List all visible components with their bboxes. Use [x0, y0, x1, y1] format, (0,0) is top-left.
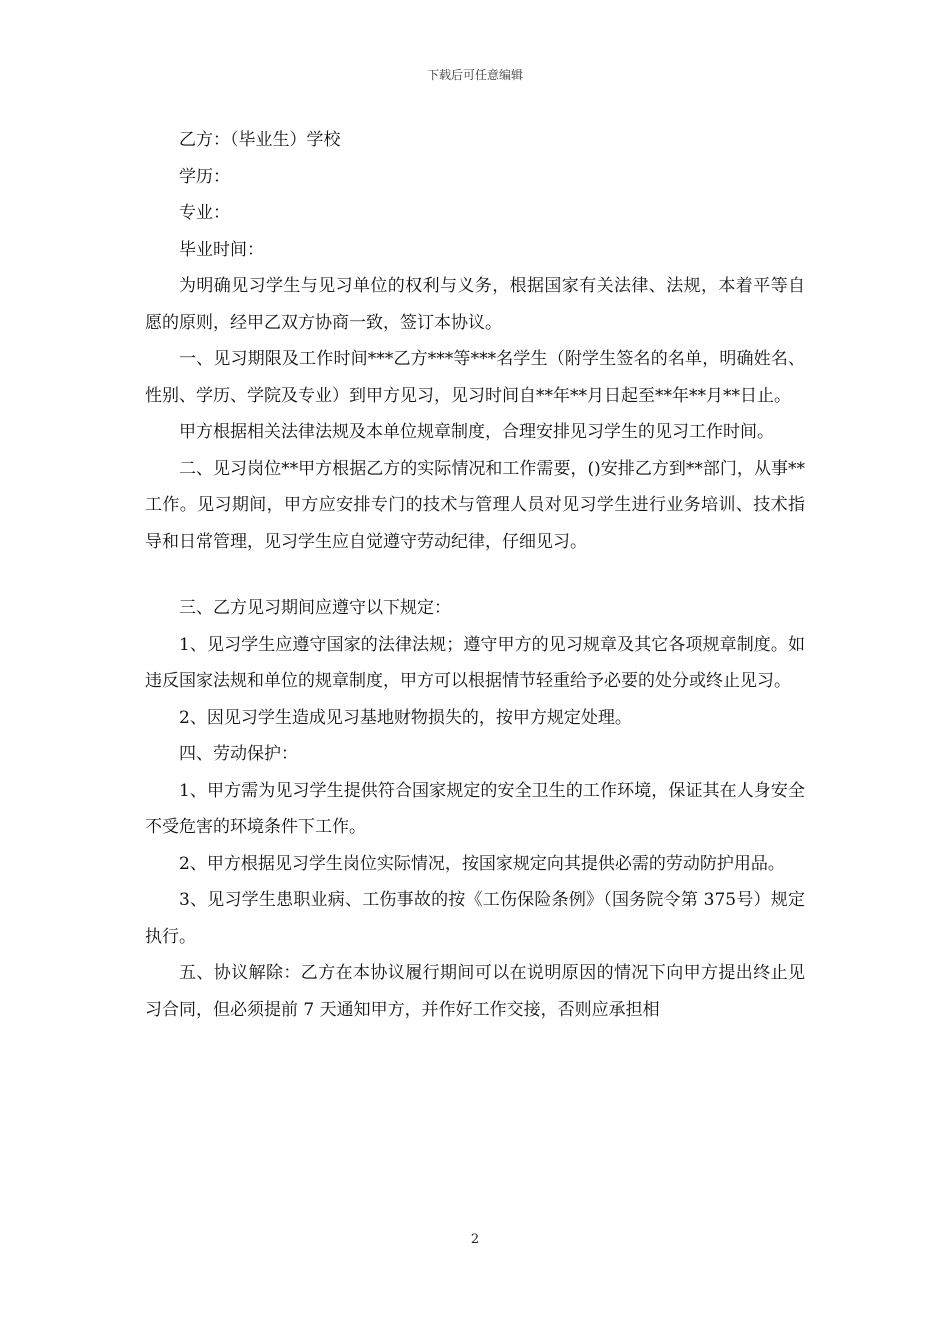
rule-2-paragraph: 2、因见习学生造成见习基地财物损失的，按甲方规定处理。	[179, 707, 632, 728]
party-b-line: 乙方：（毕业生）学校	[179, 130, 341, 150]
page-number: 2	[470, 1232, 480, 1247]
major-line: 专业：	[179, 203, 230, 223]
section-5-paragraph: 五、协议解除：乙方在本协议履行期间可以在说明原因的情况下向甲方提出终止见习合同，但必须提前 7 天通知甲方，并作好工作交接，否则应承担相	[145, 963, 805, 1020]
protection-1-paragraph: 1、甲方需为见习学生提供符合国家规定的安全卫生的工作环境，保证其在人身安全不受危害的环境条件下工作。	[145, 780, 805, 837]
protection-2-paragraph: 2、甲方根据见习学生岗位实际情况，按国家规定向其提供必需的劳动防护用品。	[179, 853, 785, 874]
section-3-heading: 三、乙方见习期间应遵守以下规定：	[179, 598, 451, 618]
work-time-paragraph: 甲方根据相关法律法规及本单位规章制度，合理安排见习学生的见习工作时间。	[179, 422, 774, 442]
rule-1-paragraph: 1、见习学生应遵守国家的法律法规；遵守甲方的见习规章及其它各项规章制度。如违反国家法规和单位的规章制度，甲方可以根据情节轻重给予必要的处分或终止见习。	[145, 634, 805, 691]
preamble-paragraph: 为明确见习学生与见习单位的权利与义务，根据国家有关法律、法规，本着平等自愿的原则，经甲乙双方协商一致，签订本协议。	[145, 276, 805, 333]
page-header: 下载后可任意编辑	[426, 68, 523, 82]
section-4-heading: 四、劳动保护：	[179, 744, 298, 764]
graduation-time-line: 毕业时间：	[179, 239, 264, 260]
document-body	[145, 122, 805, 1028]
education-line: 学历：	[179, 166, 230, 187]
protection-3-paragraph: 3、见习学生患职业病、工伤事故的按《工伤保险条例》（国务院令第 375号）规定执行。	[145, 890, 805, 947]
section-1-paragraph: 一、见习期限及工作时间***乙方***等***名学生（附学生签名的名单，明确姓名、性别、学历、学院及专业）到甲方见习，见习时间自**年**月日起至**年**月**日止。	[145, 349, 805, 406]
paragraph-gap	[145, 560, 805, 590]
section-2-paragraph: 二、见习岗位**甲方根据乙方的实际情况和工作需要，()安排乙方到**部门，从事**工作。见习期间，甲方应安排专门的技术与管理人员对见习学生进行业务培训、技术指导和日常管理，见习学生应自觉遵守劳动纪律，仔细见习。	[145, 458, 805, 552]
